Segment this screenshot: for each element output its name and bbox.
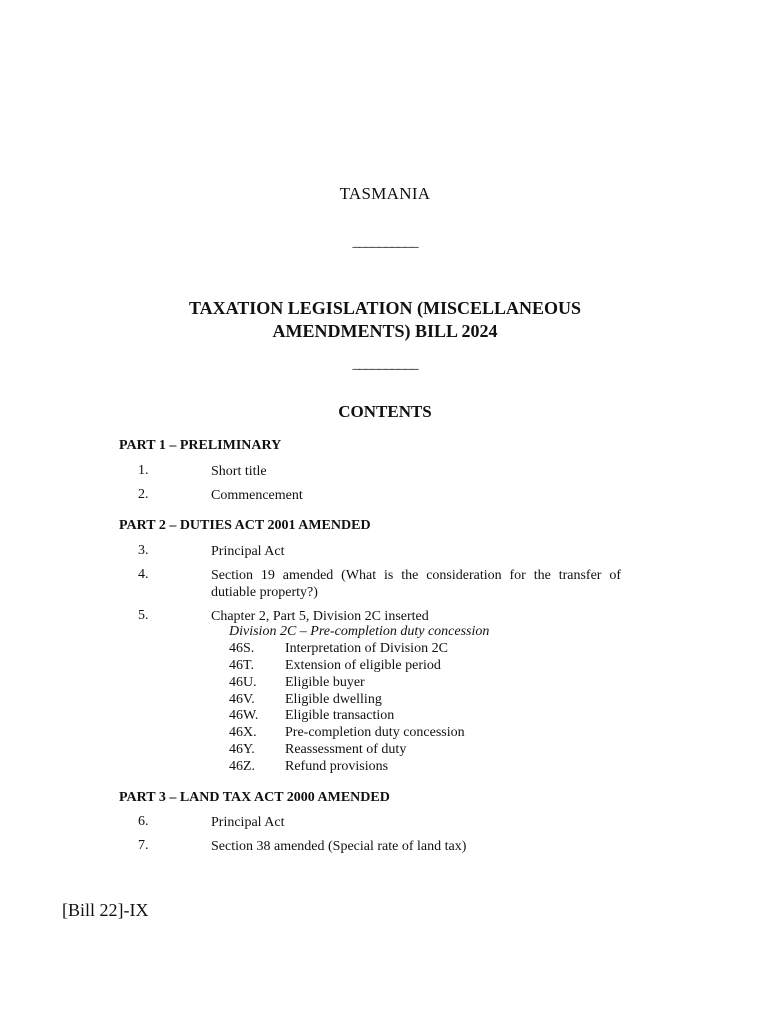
item-number: 1. <box>138 463 149 478</box>
part-2-heading: PART 2 – DUTIES ACT 2001 AMENDED <box>119 518 371 533</box>
section-number: 46Z. <box>229 759 256 774</box>
section-title[interactable]: Interpretation of Division 2C <box>285 641 448 656</box>
item-title[interactable]: Chapter 2, Part 5, Division 2C inserted <box>211 609 429 624</box>
item-title[interactable]: Commencement <box>211 488 303 503</box>
section-title[interactable]: Pre-completion duty concession <box>285 725 465 740</box>
jurisdiction-heading: TASMANIA <box>339 184 431 203</box>
item-number: 2. <box>138 487 149 502</box>
section-title[interactable]: Extension of eligible period <box>285 658 441 673</box>
division-heading: Division 2C – Pre-completion duty concession <box>229 624 490 639</box>
section-number: 46S. <box>229 641 255 656</box>
section-number: 46V. <box>229 692 255 707</box>
section-title[interactable]: Refund provisions <box>285 759 389 774</box>
item-title[interactable]: Section 19 amended (What is the consideration for the transfer of dutiable property?) <box>211 568 621 600</box>
section-title[interactable]: Eligible transaction <box>285 708 395 723</box>
item-number: 5. <box>138 608 149 623</box>
section-number: 46T. <box>229 658 255 673</box>
part-3-heading: PART 3 – LAND TAX ACT 2000 AMENDED <box>119 790 390 805</box>
item-title[interactable]: Section 38 amended (Special rate of land tax) <box>211 839 467 854</box>
item-title[interactable]: Principal Act <box>211 815 285 830</box>
contents-heading: CONTENTS <box>338 402 432 421</box>
item-title[interactable]: Short title <box>211 464 267 479</box>
section-number: 46Y. <box>229 742 255 757</box>
divider-rule-bottom: __________ <box>352 356 418 372</box>
item-title[interactable]: Principal Act <box>211 544 285 559</box>
section-title[interactable]: Eligible buyer <box>285 675 365 690</box>
bill-reference: [Bill 22]-IX <box>62 900 149 920</box>
section-number: 46U. <box>229 675 257 690</box>
section-title[interactable]: Eligible dwelling <box>285 692 382 707</box>
divider-rule-top: __________ <box>352 234 418 250</box>
item-number: 7. <box>138 838 149 853</box>
section-number: 46W. <box>229 708 259 723</box>
section-number: 46X. <box>229 725 257 740</box>
bill-title <box>0 297 770 343</box>
section-title[interactable]: Reassessment of duty <box>285 742 407 757</box>
item-number: 6. <box>138 814 149 829</box>
part-1-heading: PART 1 – PRELIMINARY <box>119 438 282 453</box>
bill-title-line-1: TAXATION LEGISLATION (MISCELLANEOUS <box>188 298 582 318</box>
item-number: 3. <box>138 543 149 558</box>
item-number: 4. <box>138 567 149 582</box>
bill-title-line-2: AMENDMENTS) BILL 2024 <box>272 321 498 341</box>
